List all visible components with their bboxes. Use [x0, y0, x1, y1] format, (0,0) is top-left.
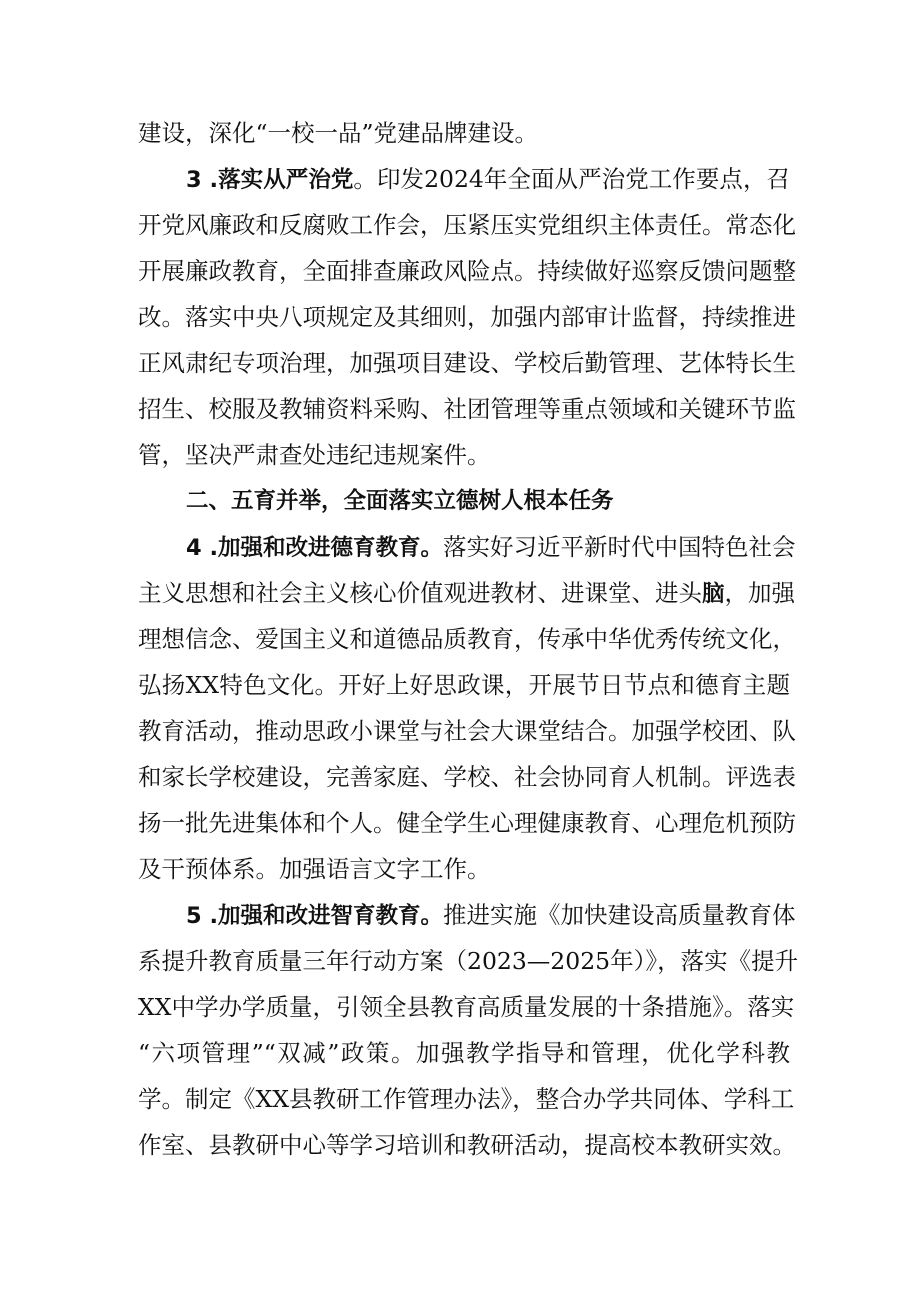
text-run: 理想信念、爱国主义和道德品质教育，传承中华优秀传统文化， — [138, 625, 796, 653]
text-run: 和家长学校建设，完善家庭、学校、社会协同育人机制。评选表 — [138, 763, 796, 791]
section-heading — [186, 479, 790, 523]
text-run: 教育活动，推动思政小课堂与社会大课堂结合。加强学校团、队 — [138, 717, 796, 745]
text-run: ，加强 — [724, 579, 796, 607]
text-run: 推进实施《加快建设高质量教育体 — [443, 901, 796, 929]
text-run: 开党风廉政和反腐败工作会，压紧压实党组织主体责任。常态化 — [138, 211, 796, 239]
text-run: 建设，深化“一校一品”党建品牌建设。 — [138, 119, 539, 147]
item-4-title: 4 .加强和改进德育教育。 — [186, 535, 444, 561]
text-run: 弘扬XX特色文化。开好上好思政课，开展节日节点和德育主题 — [138, 671, 790, 699]
text-run: 正风肃纪专项治理，加强项目建设、学校后勤管理、艺体特长生 — [138, 349, 796, 377]
text-run: 作室、县教研中心等学习培训和教研活动，提高校本教研实效。 — [138, 1131, 796, 1159]
paragraph-line — [138, 1077, 795, 1121]
paragraph-line — [138, 847, 790, 891]
text-run: 改。落实中央八项规定及其细则，加强内部审计监督，持续推进 — [138, 303, 796, 331]
paragraph-line — [138, 939, 799, 983]
paragraph-line — [138, 801, 796, 845]
paragraph-5-first-line — [186, 893, 796, 937]
text-run: 系提升教育质量三年行动方案（2023—2025年）》，落实《提升 — [138, 947, 799, 975]
paragraph-line — [138, 985, 795, 1029]
text-run: 扬一批先进集体和个人。健全学生心理健康教育、心理危机预防 — [138, 809, 796, 837]
paragraph-line — [138, 1031, 790, 1075]
text-run: XX中学办学质量，引领全县教育高质量发展的十条措施》。落实 — [138, 993, 795, 1021]
paragraph-4-first-line — [186, 525, 796, 569]
paragraph-line — [138, 203, 796, 247]
bold-glyph: 脑 — [702, 581, 725, 607]
text-run: 及干预体系。加强语言文字工作。 — [138, 855, 491, 883]
text-run: 。印发2024年全面从严治党工作要点，召 — [353, 165, 790, 193]
paragraph-line — [138, 341, 796, 385]
paragraph-line — [138, 755, 796, 799]
paragraph-line — [138, 1123, 796, 1167]
item-5-title: 5 .加强和改进智育教育。 — [186, 903, 444, 929]
paragraph-line — [138, 387, 796, 431]
text-run: 主义思想和社会主义核心价值观进教材、进课堂、进头 — [138, 579, 702, 607]
text-run: 学。制定《XX县教研工作管理办法》，整合办学共同体、学科工 — [138, 1085, 795, 1113]
paragraph-line — [138, 249, 796, 293]
text-run: 管，坚决严肃查处违纪违规案件。 — [138, 441, 491, 469]
section-2-heading: 二、五育并举，全面落实立德树人根本任务 — [186, 488, 614, 514]
paragraph-line — [138, 663, 790, 707]
paragraph-line — [138, 295, 796, 339]
text-run: 落实好习近平新时代中国特色社会 — [443, 533, 796, 561]
text-run: “六项管理”“双减”政策。加强教学指导和管理，优化学科教 — [138, 1039, 790, 1067]
paragraph-line — [138, 709, 796, 753]
paragraph-line — [138, 433, 790, 477]
paragraph-line — [138, 571, 796, 615]
item-3-title: 3 .落实从严治党 — [186, 167, 354, 193]
text-run: 开展廉政教育，全面排查廉政风险点。持续做好巡察反馈问题整 — [138, 257, 796, 285]
paragraph-line — [138, 111, 790, 155]
paragraph-line — [138, 617, 796, 661]
text-run: 招生、校服及教辅资料采购、社团管理等重点领域和关键环节监 — [138, 395, 796, 423]
paragraph-3-first-line — [186, 157, 790, 201]
